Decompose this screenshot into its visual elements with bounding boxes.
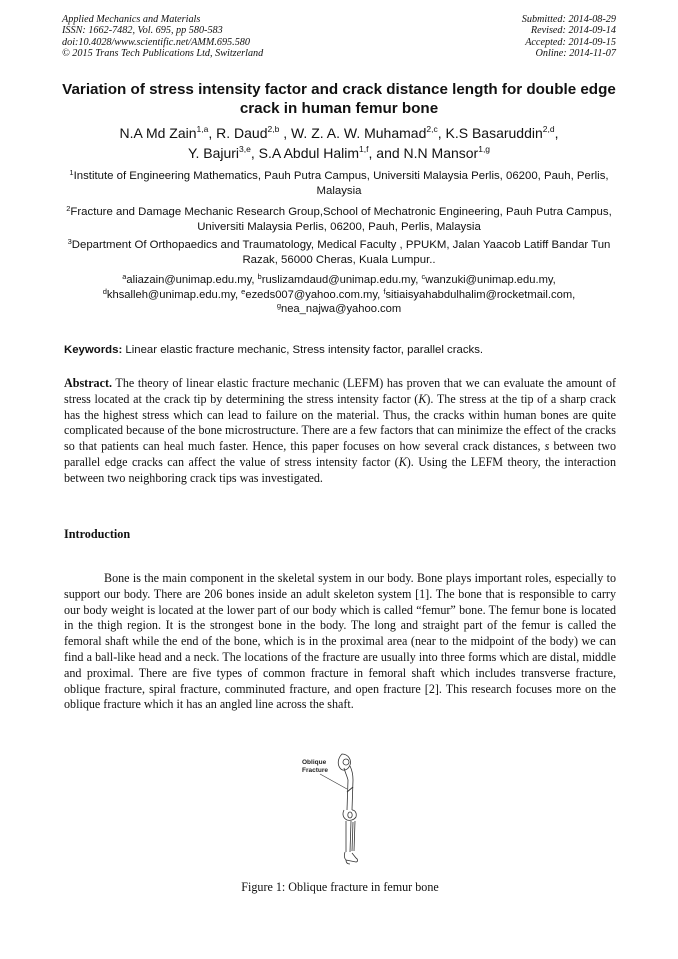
email: $^a$aliazain@unimap.edu.my, — [122, 272, 258, 286]
affiliation: $^1$Institute of Engineering Mathematics, Pauh Putra Campus, Universiti Malaysia Perlis, 06200, Pauh, Perlis, Malaysia — [69, 168, 609, 197]
email: $^e$ezeds007@yahoo.com.my, — [241, 286, 384, 301]
author: R. Daud$^{2,b}$ , — [216, 124, 291, 141]
email: $^d$khsalleh@unimap.edu.my, — [102, 286, 242, 301]
journal-issn: ISSN: 1662-7482, Vol. 695, pp 580-583 — [62, 25, 223, 37]
date-accepted: Accepted: 2014-09-15 — [525, 36, 616, 48]
author: N.A Md Zain$^{1,a}$, — [119, 124, 217, 141]
leg-bone-drawing — [290, 752, 390, 870]
journal-name: Applied Mechanics and Materials — [62, 14, 201, 25]
author: K.S Basaruddin$^{2,d}$, — [445, 124, 559, 141]
section-heading-introduction: Introduction — [64, 527, 131, 541]
date-submitted: Submitted: 2014-08-29 — [521, 14, 616, 25]
date-revised: Revised: 2014-09-14 — [530, 25, 616, 37]
journal-doi: doi:10.4028/www.scientific.net/AMM.695.580 — [62, 36, 250, 48]
journal-copyright: © 2015 Trans Tech Publications Ltd, Switzerland — [62, 48, 264, 60]
email-list — [56, 273, 622, 317]
figure-femur-illustration — [290, 752, 390, 870]
author: S.A Abdul Halim$^{1,f}$, and — [258, 143, 404, 161]
keywords — [64, 343, 616, 357]
paper-title: Variation of stress intensity factor and crack distance length for double edge crack in human femur bone — [62, 81, 616, 117]
email: $^c$wanzuki@unimap.edu.my, — [421, 272, 556, 286]
figure-caption: Figure 1: Oblique fracture in femur bone — [241, 880, 439, 894]
author: N.N Mansor$^{1,g}$ — [403, 143, 491, 161]
abstract-label: Abstract. — [64, 376, 113, 390]
author: W. Z. A. W. Muhamad$^{2,c}$, — [290, 124, 446, 141]
journal-info — [62, 14, 263, 60]
label-pointer — [320, 774, 347, 789]
publication-dates — [522, 14, 616, 60]
email: $^g$nea_najwa@yahoo.com — [276, 301, 402, 315]
author: Y. Bajuri$^{3,e}$, — [187, 143, 259, 161]
affiliation: $^2$Fracture and Damage Mechanic Research Group,School of Mechatronic Engineering, Pauh Putra Campus, Universiti Malaysia Perlis, 06200, Pauh, Perlis, Malaysia — [66, 204, 612, 233]
keywords-label: Keywords: — [64, 344, 123, 356]
figure-label-fracture: Fracture — [302, 767, 329, 774]
abstract: Abstract. The theory of linear elastic fracture mechanic (LEFM) has proven that we can evaluate the amount of stress located at the crack tip by determining the stress intensity factor (K). The stress at the tip of a sharp crack has the highest stress which can lead to failure on the material. Thus, the cracks within human bones are quite complicated because of the bone microstructure. There are a few factors that can minimize the effect of the cracks so that patients can heal much faster. Hence, this paper focuses on how several crack distances, s between two parallel edge cracks can affect the value of stress intensity factor (K). Using the LEFM theory, the interaction between two neighboring crack tips was investigated. — [64, 376, 616, 485]
date-online: Online: 2014-11-07 — [535, 48, 616, 60]
introduction-paragraph: Bone is the main component in the skeletal system in our body. Bone plays important roles, especially to support our body. There are 206 bones inside an adult skeleton system [1]. The bone that is responsible to carry our body weight is located at the lower part of our body which is called “femur” bone. The femur bone is located in the thigh region. It is the strongest bone in the body. The long and straight part of the femur is called the femoral shaft while the end of the bone, which is in the proximal area (near to the midpoint of the body) we can find a ball-like head and a neck. The locations of the fracture are usually into three forms which are distal, middle and proximal. There are five types of common fracture in femoral shaft which includes transverse fracture, oblique fracture, spiral fracture, comminuted fracture, and open fracture [2]. This research focuses more on the oblique fracture which it has an angled line across the shaft. — [64, 571, 616, 712]
author-list — [56, 124, 622, 163]
keywords-text: Linear elastic fracture mechanic, Stress intensity factor, parallel cracks. — [122, 344, 484, 356]
affiliation: $^3$Department Of Orthopaedics and Traumatology, Medical Faculty , PPUKM, Jalan Yaacob Latiff Bandar Tun Razak, 56000 Cheras, Kuala Lumpur.. — [67, 237, 611, 266]
email: $^b$ruslizamdaud@unimap.edu.my, — [257, 272, 422, 286]
figure-label-oblique: Oblique — [302, 759, 327, 766]
journal-header — [62, 14, 616, 60]
email: $^f$sitiaisyahabdulhalim@rocketmail.com, — [383, 286, 576, 301]
